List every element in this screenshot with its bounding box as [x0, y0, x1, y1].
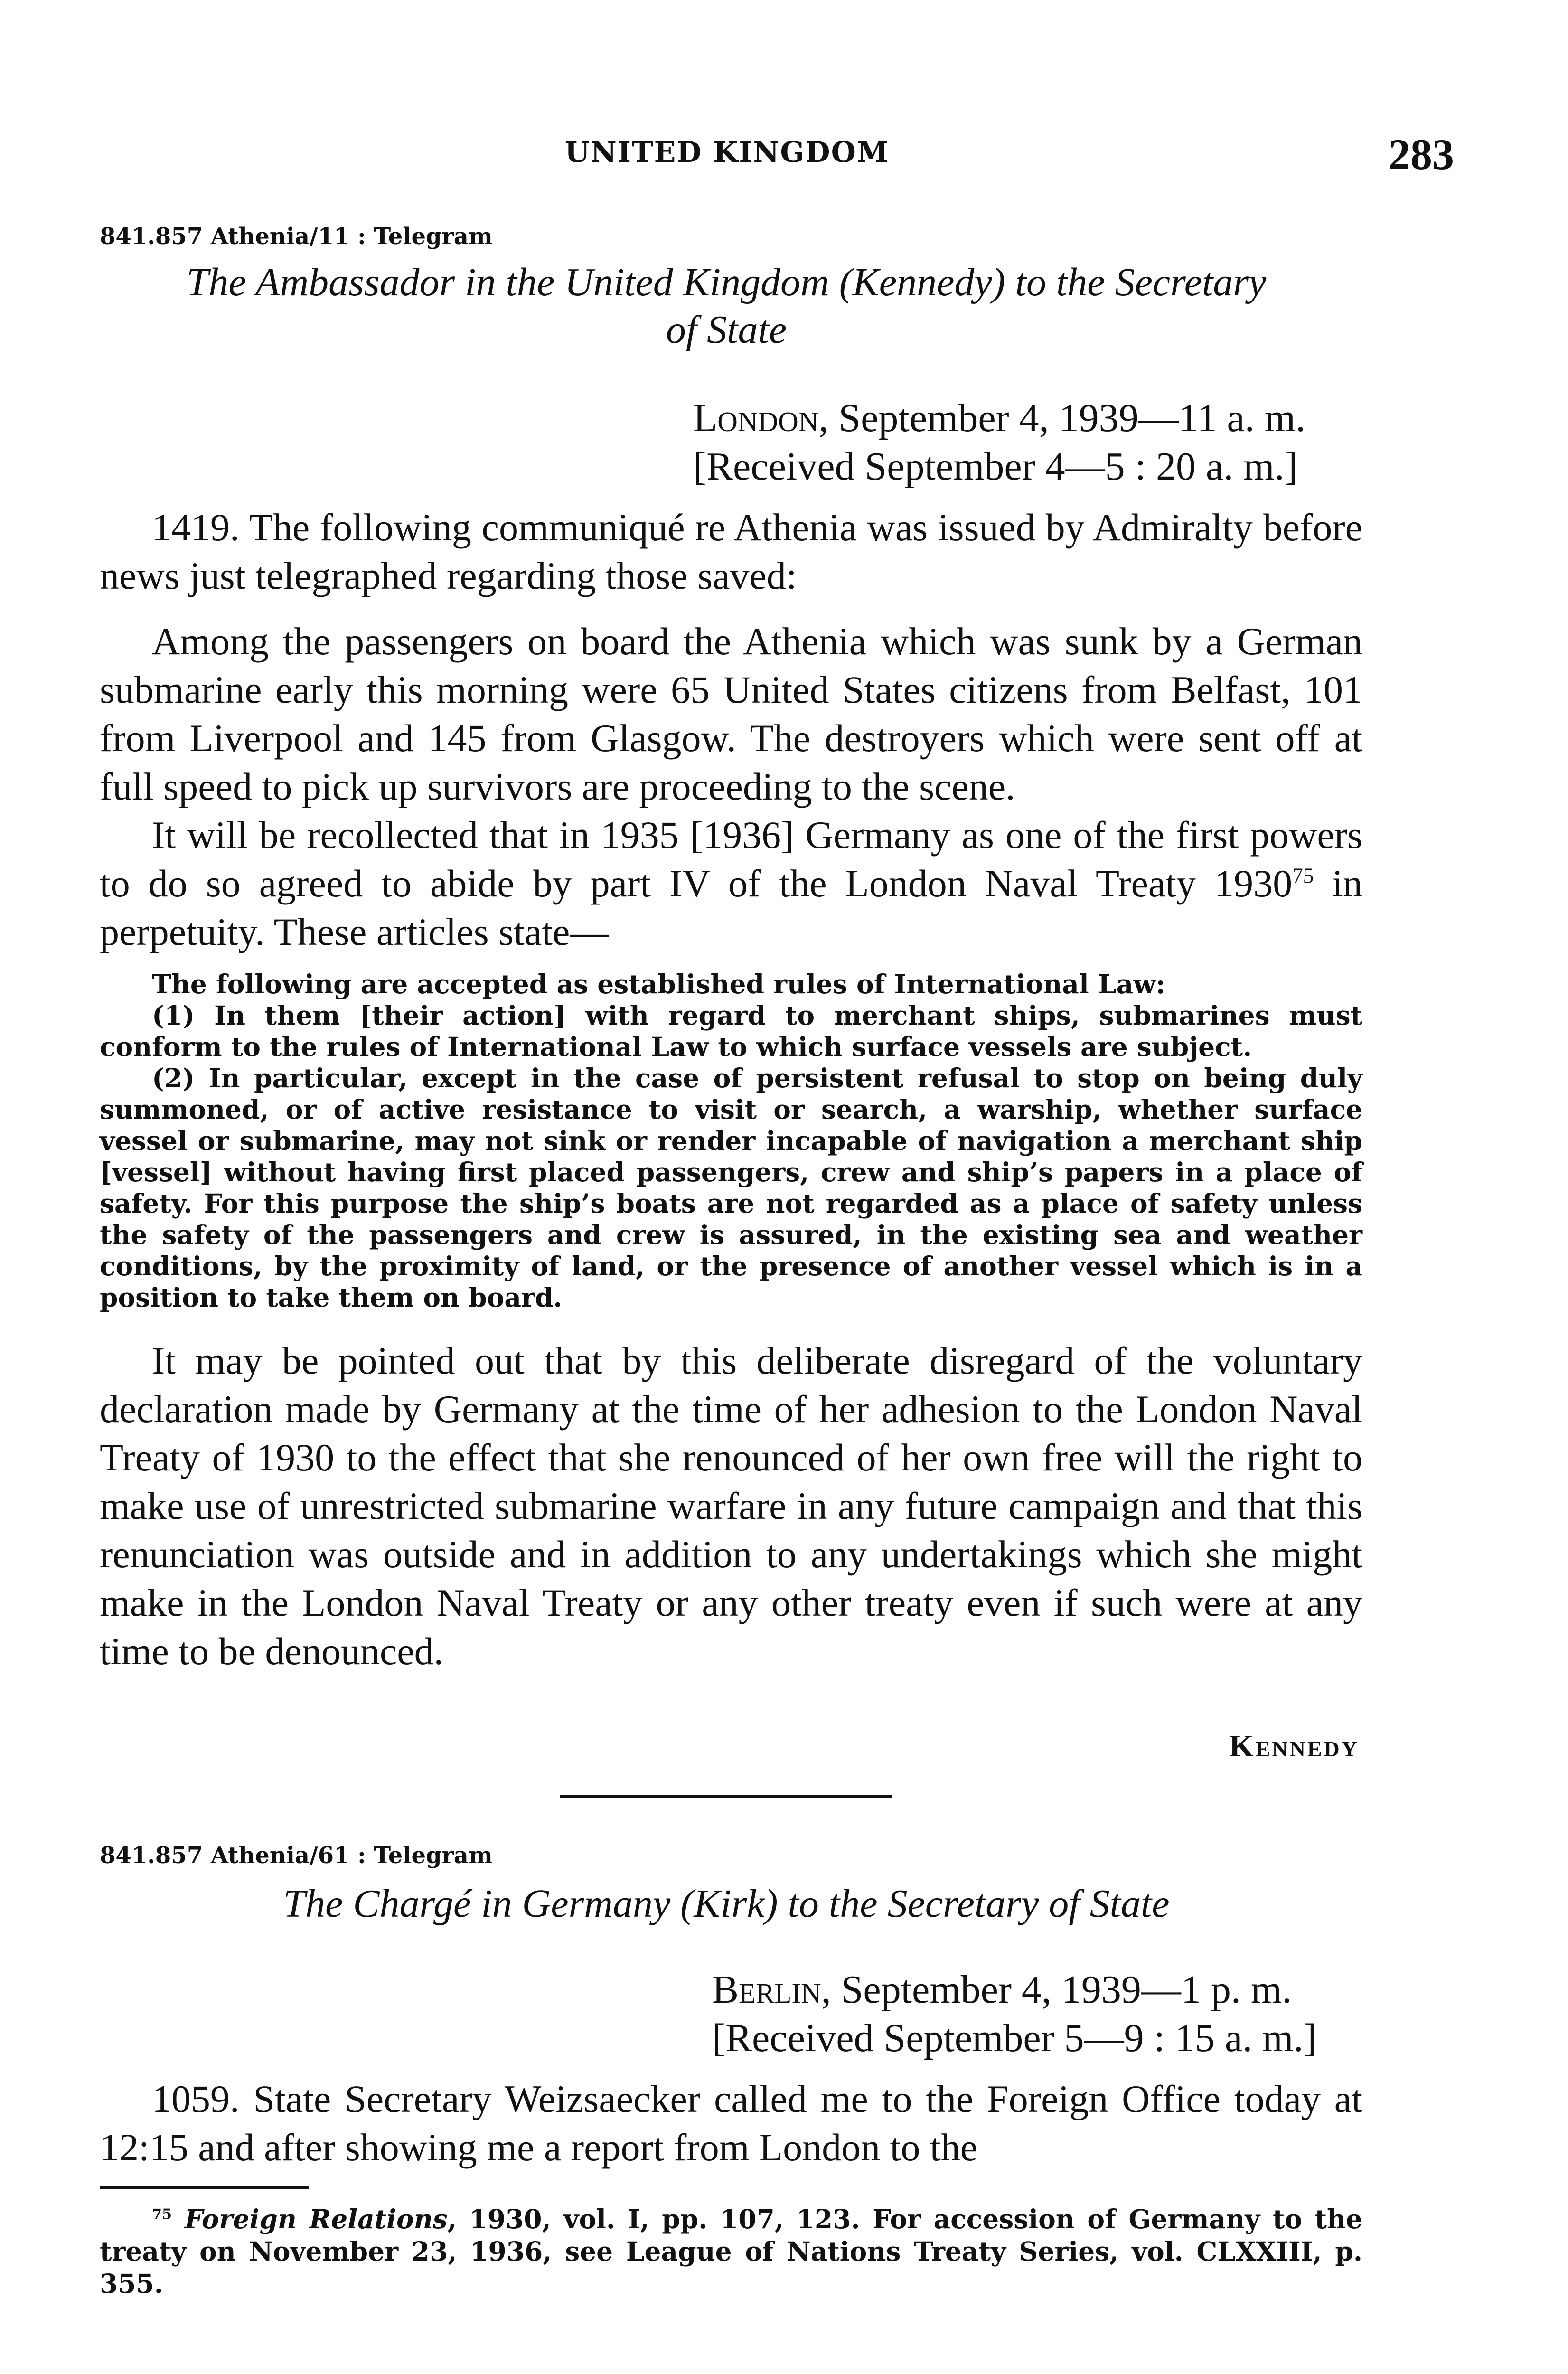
dateline-2	[712, 1966, 1317, 2063]
rule-1: (1) In them [their action] with regard to merchant ships, submarines must conform to the rules of International Law to which surface vessels are subject.	[100, 1000, 1362, 1062]
footnote-reference: 75	[1292, 864, 1314, 888]
footnote-marker: 75	[152, 2206, 172, 2223]
dateline-date: , September 4, 1939—11 a. m.	[818, 396, 1306, 440]
telegram-2-opening	[100, 2075, 1362, 2172]
document-1-title-line2: of State	[666, 308, 787, 352]
file-reference-1: 841.857 Athenia/11 : Telegram	[100, 223, 493, 250]
received-line: [Received September 5—9 : 15 a. m.]	[712, 2016, 1317, 2060]
running-head	[114, 129, 1454, 179]
running-title: UNITED KINGDOM	[564, 136, 890, 169]
file-reference-2: 841.857 Athenia/61 : Telegram	[100, 1842, 493, 1869]
rules-intro: The following are accepted as established rules of International Law:	[152, 969, 1165, 999]
closing-paragraph	[100, 1337, 1362, 1676]
telegram-1-opening	[100, 503, 1362, 600]
paragraph: It will be recollected that in 1935 [1936] Germany as one of the first powers to do so agreed to abide by part IV of the London Naval Treaty 1930$^{75}$ in perpetuity. These articles state—	[100, 813, 1362, 953]
treaty-extract	[100, 969, 1362, 1313]
section-divider	[560, 1795, 892, 1798]
quoted-communique	[100, 617, 1362, 956]
page-number: 283	[1389, 130, 1454, 179]
footnote-text: , 1930, vol. I, pp. 107, 123. For accession of Germany to the treaty on November 23, 1936, see League of Nations Treaty Series, vol. CLXXIII, p. 355.	[100, 2204, 1362, 2299]
dateline-place: Berlin	[712, 1968, 821, 2012]
dateline-1	[693, 394, 1305, 491]
footnote-rule	[100, 2186, 309, 2189]
received-line: [Received September 4—5 : 20 a. m.]	[693, 444, 1298, 489]
rule-2: (2) In particular, except in the case of persistent refusal to stop on being duly summoned, or of active resistance to visit or search, a warship, whether surface vessel or submarine, may not sink or render incapable of navigation a merchant ship [vessel] without having first placed passengers, crew and ship’s papers in a place of safety. For this purpose the ship’s boats are not regarded as a place of safety unless the safety of the passengers and crew is assured, in the existing sea and weather conditions, by the proximity of land, or the presence of another vessel which is in a position to take them on board.	[100, 1063, 1362, 1313]
footnote-75	[100, 2203, 1362, 2300]
dateline-place: London	[693, 396, 819, 440]
dateline-date: , September 4, 1939—1 p. m.	[821, 1968, 1292, 2012]
paragraph: 1419. The following communiqué re Athenia was issued by Admiralty before news just telegraphed regarding those saved:	[100, 506, 1362, 597]
document-1-title-line1: The Ambassador in the United Kingdom (Kennedy) to the Secretary	[186, 260, 1267, 304]
paragraph: Among the passengers on board the Athenia which was sunk by a German submarine early this morning were 65 United States citizens from Belfast, 101 from Liverpool and 145 from Glasgow. The destroyers which were sent off at full speed to pick up survivors are proceeding to the scene.	[100, 620, 1362, 808]
signature-kennedy: Kennedy	[1229, 1729, 1359, 1763]
document-1-title	[95, 259, 1358, 354]
paragraph: 1059. State Secretary Weizsaecker called me to the Foreign Office today at 12:15 and after showing me a report from London to the	[100, 2077, 1362, 2169]
footnote-citation: Foreign Relations	[184, 2204, 448, 2234]
document-2-title: The Chargé in Germany (Kirk) to the Secretary of State	[283, 1882, 1170, 1926]
paragraph: It may be pointed out that by this deliberate disregard of the voluntary declaration made by Germany at the time of her adhesion to the London Naval Treaty of 1930 to the effect that she renounced of her own free will the right to make use of unrestricted submarine warfare in any future campaign and that this renunciation was outside and in addition to any undertakings which she might make in the London Naval Treaty or any other treaty even if such were at any time to be denounced.	[100, 1339, 1362, 1673]
